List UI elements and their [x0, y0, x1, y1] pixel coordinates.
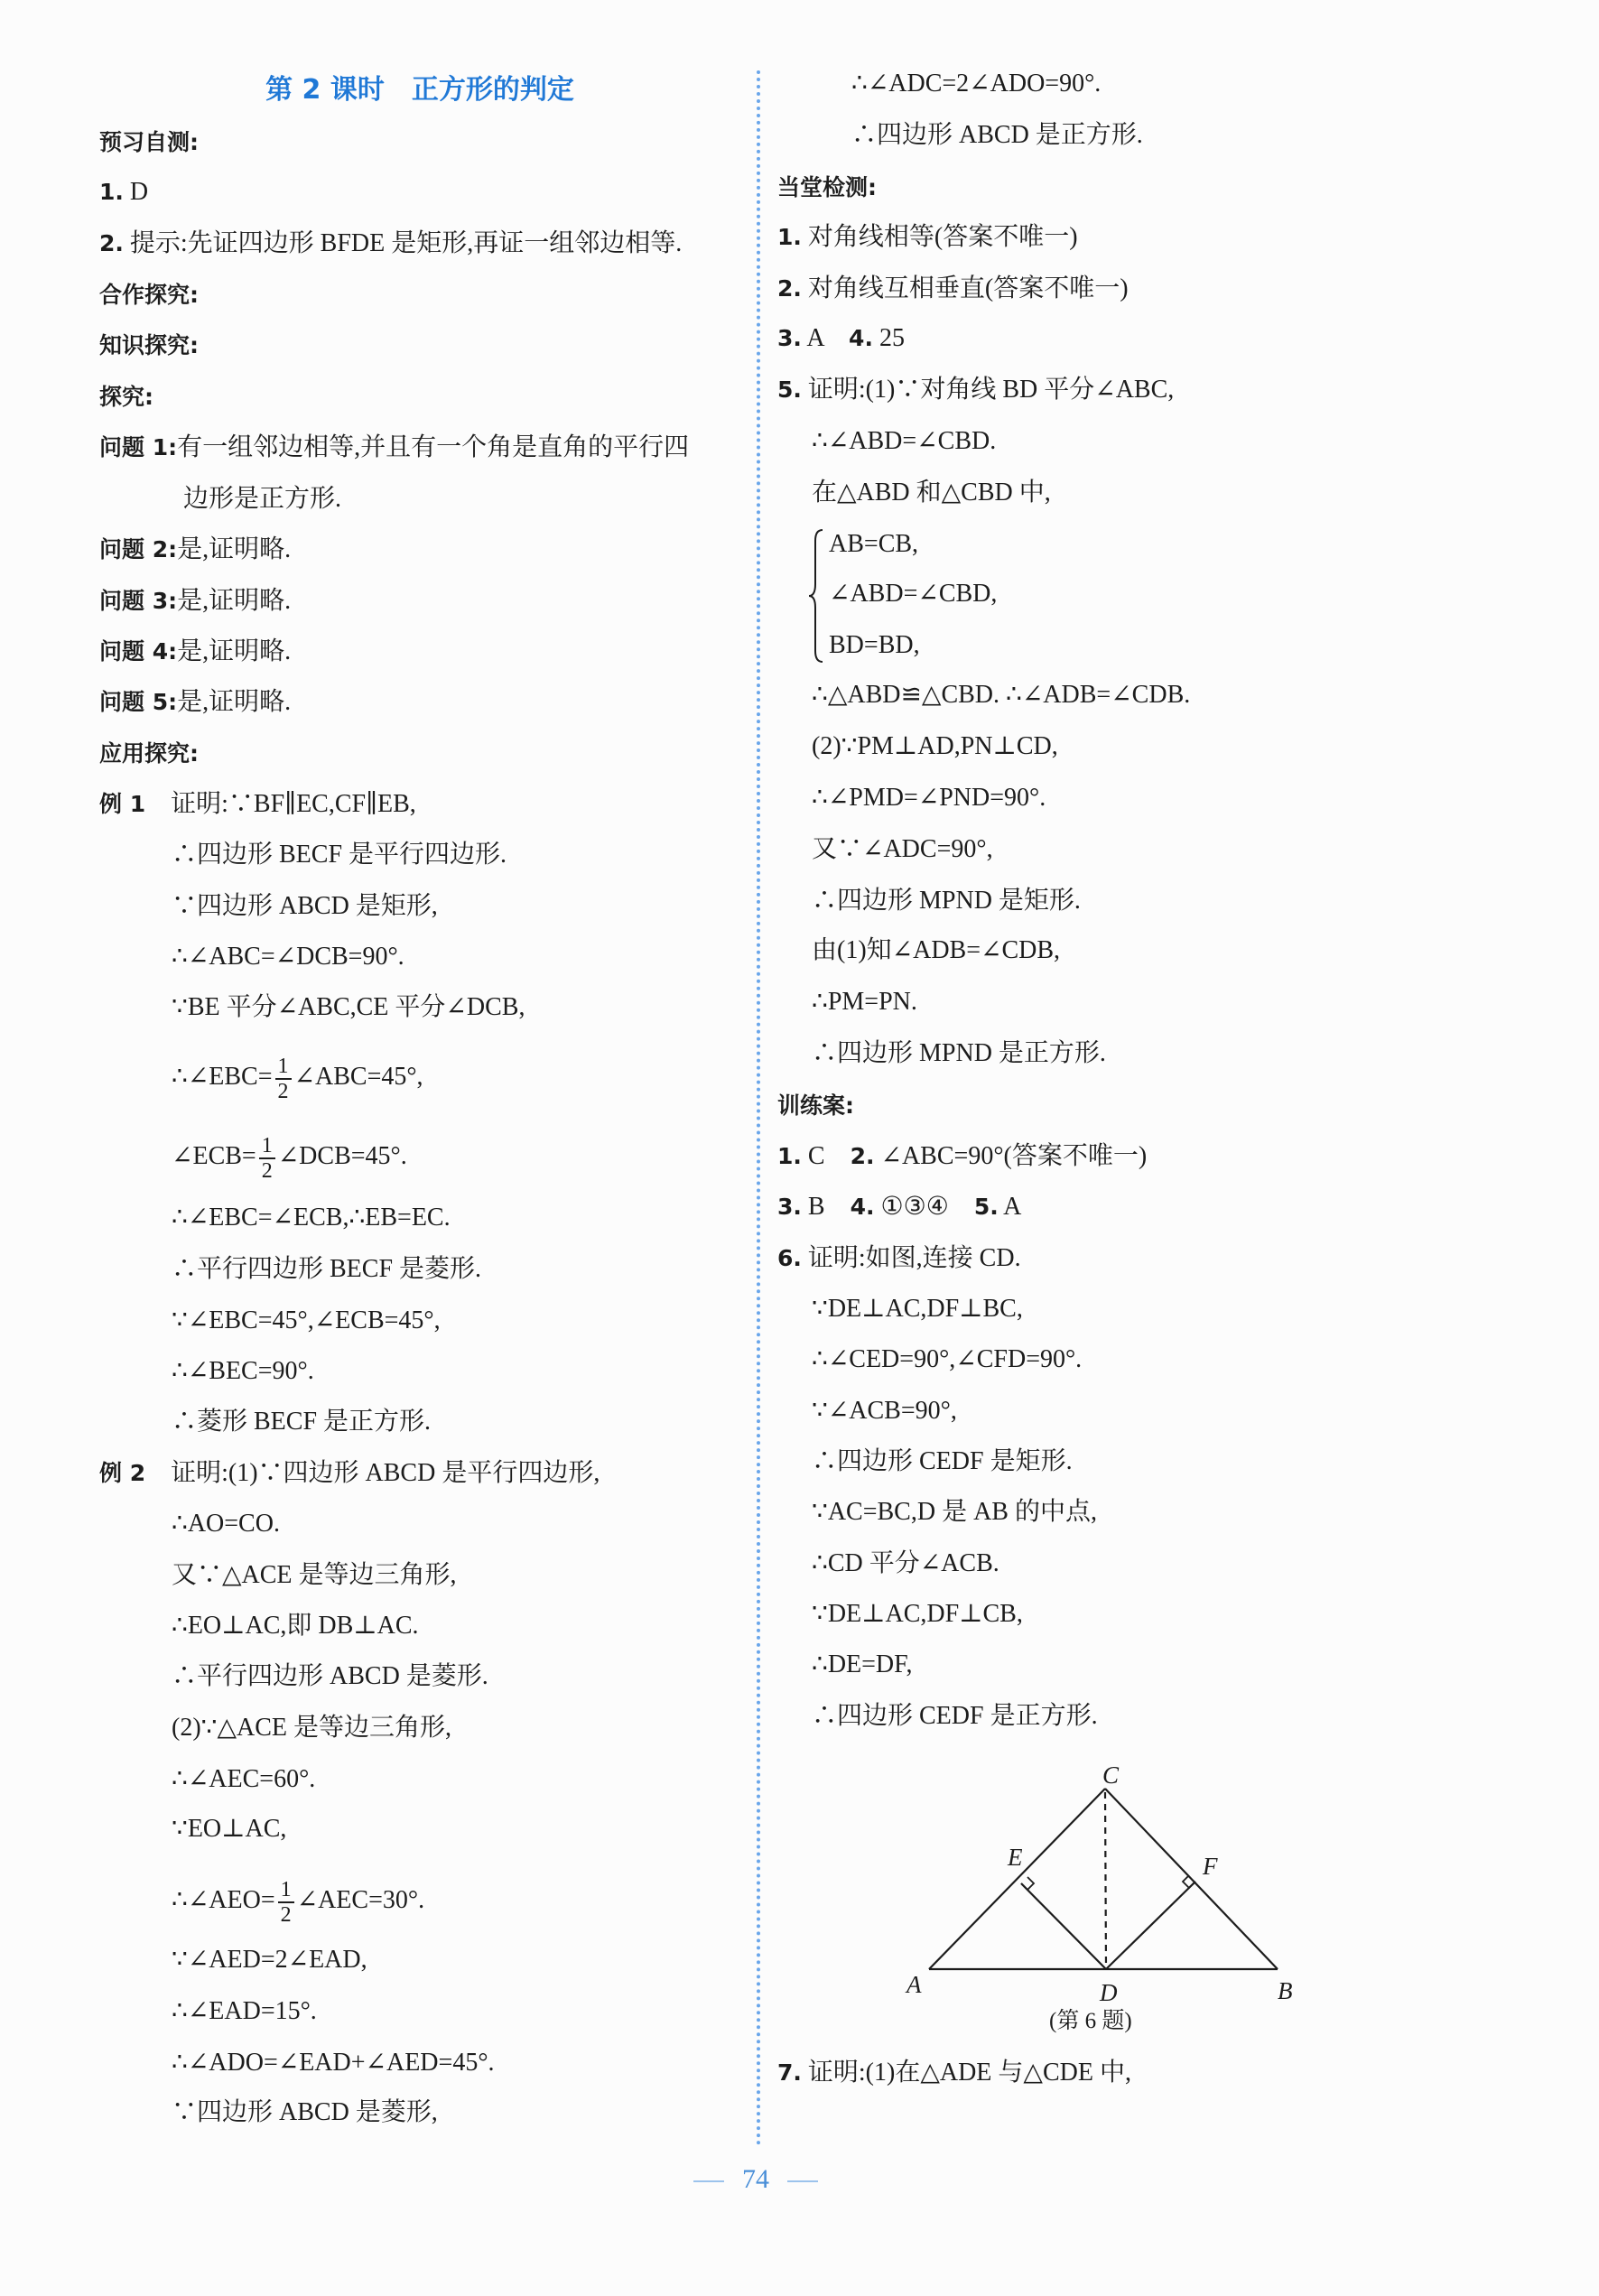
line-text: 由(1)知∠ADB=∠CDB,: [812, 936, 1061, 964]
fraction-numerator: 1: [259, 1134, 275, 1159]
line-text: 是,证明略.: [177, 535, 292, 563]
line-text: 对角线互相垂直(答案不唯一): [801, 274, 1129, 302]
label-b: B: [1278, 1977, 1293, 2004]
fraction-denominator: 2: [280, 1902, 292, 1927]
bold-label: 7.: [777, 2059, 802, 2086]
bold-label: 4.: [849, 325, 873, 351]
bold-label: 1.: [99, 179, 124, 205]
fraction-denominator: 2: [277, 1079, 289, 1103]
line-text: ∴∠AEC=60°.: [172, 1765, 316, 1793]
line-text: ∴∠ADO=∠EAD+∠AED=45°.: [172, 2049, 495, 2077]
figure-caption: (第 6 题): [1049, 2009, 1132, 2033]
line-text: 证明:如图,连接 CD.: [801, 1244, 1021, 1272]
line-text: 边形是正方形.: [183, 485, 342, 513]
bold-label: 6.: [777, 1245, 802, 1271]
bold-label: 问题 2:: [99, 536, 178, 562]
line-text: ∴PM=PN.: [812, 988, 917, 1016]
bold-label: 1.: [777, 224, 802, 250]
line-text: ∴∠ABD=∠CBD.: [812, 427, 997, 455]
bold-label: 3.: [777, 325, 802, 351]
line-text: 证明:(1)∵对角线 BD 平分∠ABC,: [801, 376, 1175, 404]
segment-df: [1106, 1882, 1195, 1969]
bold-label: 问题 1:: [99, 434, 178, 460]
bold-label: 问题 4:: [99, 638, 178, 665]
line-text: ∴四边形 MPND 是矩形.: [812, 887, 1081, 915]
line-text: 对角线相等(答案不唯一): [801, 223, 1078, 251]
line-text: ∵DE⊥AC,DF⊥CB,: [812, 1600, 1023, 1628]
line-text: ∴菱形 BECF 是正方形.: [172, 1408, 432, 1436]
line-text: ∴四边形 ABCD 是正方形.: [851, 121, 1143, 149]
fraction-numerator: 1: [275, 1055, 292, 1080]
bold-label: 问题 3:: [99, 588, 178, 614]
line-text: ∴EO⊥AC,即 DB⊥AC.: [172, 1612, 419, 1640]
bold-label: 训练案:: [777, 1092, 854, 1119]
line-text: ∴∠ADC=2∠ADO=90°.: [851, 70, 1102, 98]
line-text: ∴△ABD≌△CBD. ∴∠ADB=∠CDB.: [812, 681, 1191, 709]
line-text: 是,证明略.: [177, 587, 292, 615]
line-text: ∴四边形 BECF 是平行四边形.: [172, 841, 507, 869]
line-text: A: [801, 324, 850, 352]
bold-label: 问题 5:: [99, 689, 178, 715]
line-text: ∠DCB=45°.: [277, 1142, 407, 1170]
line-text: BD=BD,: [829, 631, 920, 659]
line-text: ∵AC=BC,D 是 AB 的中点,: [812, 1498, 1097, 1526]
bold-label: 2.: [777, 275, 802, 302]
line-text: ∴四边形 CEDF 是正方形.: [812, 1702, 1098, 1730]
bold-label: 知识探究:: [99, 332, 199, 358]
line-text: 证明:(1)∵四边形 ABCD 是平行四边形,: [145, 1459, 600, 1487]
line-text: ∴四边形 MPND 是正方形.: [812, 1039, 1106, 1067]
line-text: 在△ABD 和△CBD 中,: [812, 479, 1051, 507]
line-text: 是,证明略.: [177, 688, 292, 716]
segment-de: [1021, 1883, 1106, 1969]
segment-cd-dashed: [1105, 1792, 1106, 1969]
line-text: ∵四边形 ABCD 是菱形,: [172, 2098, 438, 2126]
bold-label: 3.: [777, 1194, 802, 1220]
line-text: D: [123, 178, 149, 206]
line-text: 证明:∵BF∥EC,CF∥EB,: [145, 790, 416, 818]
line-text: ①③④: [874, 1193, 974, 1221]
bold-label: 预习自测:: [99, 129, 199, 155]
bold-label: 例 2: [99, 1460, 146, 1486]
line-text: 提示:先证四边形 BFDE 是矩形,再证一组邻边相等.: [123, 229, 683, 257]
page-number: 74: [0, 2164, 1511, 2195]
line-text: AB=CB,: [829, 530, 919, 558]
line-text: ∵∠AED=2∠EAD,: [172, 1946, 367, 1974]
line-text: ∴∠EAD=15°.: [172, 1997, 317, 2025]
line-text: 25: [872, 324, 905, 352]
line-text: ∵四边形 ABCD 是矩形,: [172, 892, 438, 920]
line-text: ∴∠EBC=: [172, 1063, 273, 1091]
line-text: 证明:(1)在△ADE 与△CDE 中,: [801, 2059, 1131, 2087]
line-text: ∵BE 平分∠ABC,CE 平分∠DCB,: [172, 993, 525, 1021]
line-text: ∠ECB=: [172, 1142, 256, 1170]
line-text: ∴∠CED=90°,∠CFD=90°.: [812, 1345, 1083, 1373]
bold-label: 1.: [777, 1143, 802, 1169]
line-text: ∴CD 平分∠ACB.: [812, 1549, 999, 1577]
line-text: ∴AO=CO.: [172, 1510, 280, 1538]
line-text: ∵DE⊥AC,DF⊥BC,: [812, 1295, 1023, 1323]
bold-label: 4.: [850, 1194, 875, 1220]
line-text: ∵∠ACB=90°,: [812, 1397, 957, 1425]
bold-label: 探究:: [99, 384, 153, 410]
line-text: ∴∠PMD=∠PND=90°.: [812, 784, 1046, 812]
bold-label: 5.: [777, 376, 802, 403]
line-text: ∠AEC=30°.: [296, 1886, 425, 1914]
bold-label: 例 1: [99, 791, 146, 817]
bold-label: 合作探究:: [99, 282, 199, 308]
line-text: ∴DE=DF,: [812, 1650, 913, 1678]
line-text: ∴四边形 CEDF 是矩形.: [812, 1447, 1073, 1475]
line-text: 是,证明略.: [177, 637, 292, 665]
side-cb: [1105, 1789, 1278, 1969]
line-text: A: [998, 1193, 1022, 1221]
line-text: ∴∠BEC=90°.: [172, 1357, 314, 1385]
label-d: D: [1100, 1979, 1118, 2006]
lesson-title: 第 2 课时 正方形的判定: [265, 74, 574, 106]
line-text: ∴平行四边形 BECF 是菱形.: [172, 1255, 482, 1283]
dash-left: [693, 2180, 724, 2182]
line-text: B: [801, 1193, 851, 1221]
label-a: A: [906, 1971, 922, 1998]
bold-label: 5.: [973, 1194, 999, 1220]
line-text: ∴∠ABC=∠DCB=90°.: [172, 943, 404, 971]
line-text: ∴平行四边形 ABCD 是菱形.: [172, 1662, 488, 1690]
label-c: C: [1102, 1762, 1120, 1789]
line-text: ∴∠AEO=: [172, 1886, 275, 1914]
label-f: F: [1203, 1853, 1218, 1880]
label-e: E: [1008, 1844, 1023, 1871]
line-text: ∵EO⊥AC,: [172, 1815, 287, 1843]
dash-right: [787, 2180, 818, 2182]
right-angle-mark-e: [1021, 1877, 1034, 1890]
bold-label: 2.: [99, 230, 124, 256]
bold-label: 当堂检测:: [777, 174, 877, 200]
line-text: ∠ABC=90°(答案不唯一): [874, 1142, 1148, 1170]
line-text: (2)∵PM⊥AD,PN⊥CD,: [812, 732, 1058, 760]
fraction-numerator: 1: [278, 1878, 294, 1903]
line-text: 又∵△ACE 是等边三角形,: [172, 1561, 457, 1589]
line-text: ∠ABC=45°,: [293, 1063, 423, 1091]
line-text: (2)∵△ACE 是等边三角形,: [172, 1714, 451, 1742]
bold-label: 应用探究:: [99, 740, 199, 767]
line-text: 又∵∠ADC=90°,: [812, 835, 993, 863]
line-text: ∠ABD=∠CBD,: [829, 580, 998, 608]
line-text: C: [801, 1142, 851, 1170]
bold-label: 2.: [850, 1143, 875, 1169]
line-text: 有一组邻边相等,并且有一个角是直角的平行四: [177, 433, 690, 461]
line-text: ∴∠EBC=∠ECB,∴EB=EC.: [172, 1204, 451, 1232]
line-text: ∵∠EBC=45°,∠ECB=45°,: [172, 1306, 441, 1334]
fraction-denominator: 2: [261, 1158, 273, 1183]
